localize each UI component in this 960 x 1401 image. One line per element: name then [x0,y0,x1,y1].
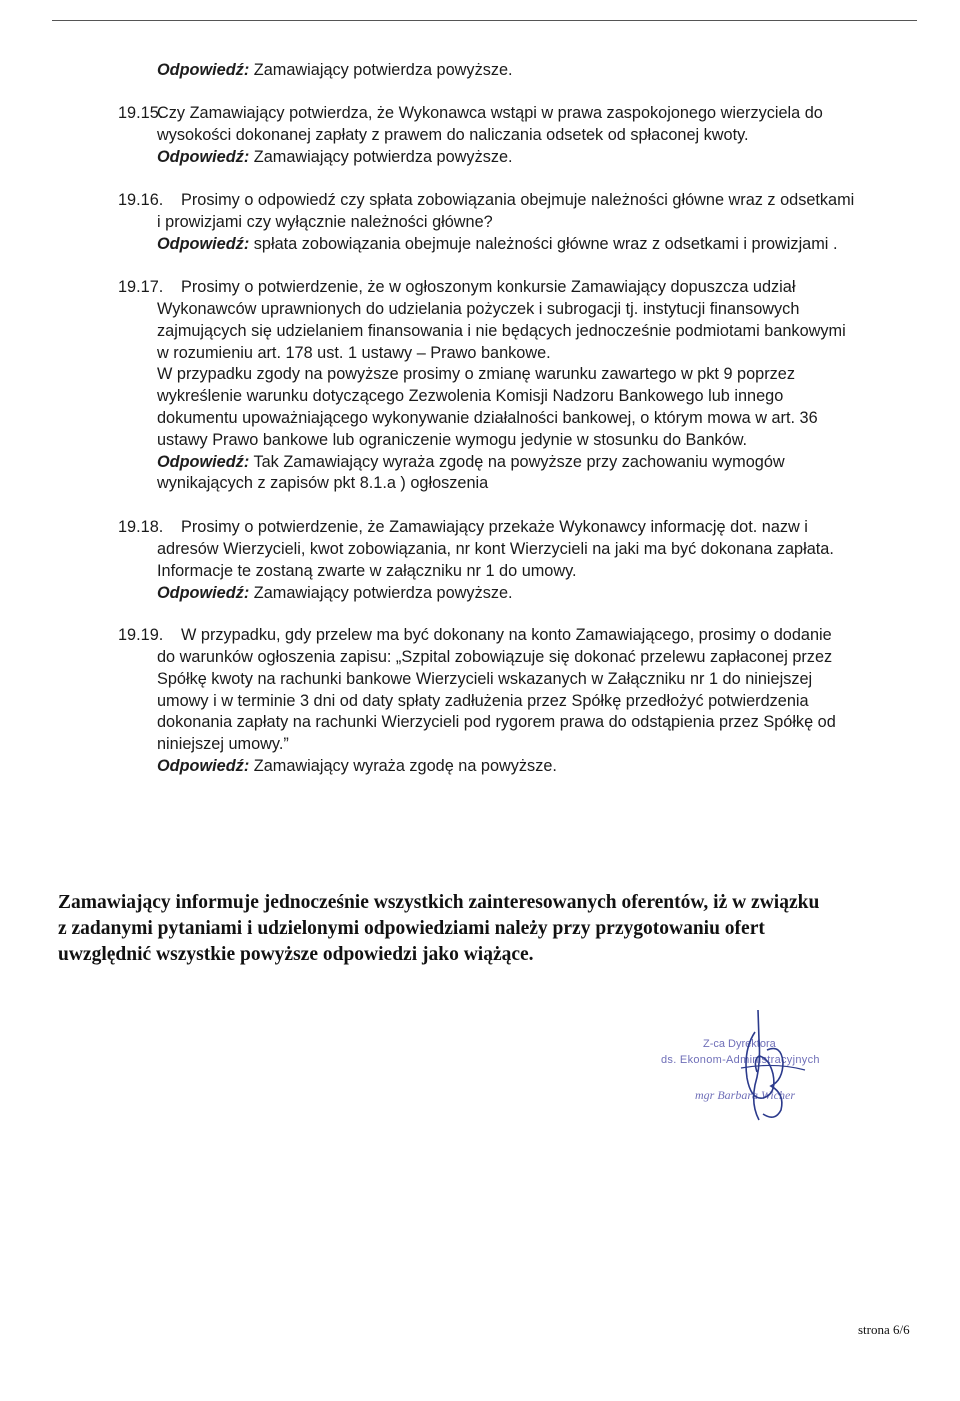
question-number: 19.17. [118,278,164,296]
answer-label: Odpowiedź: [157,452,250,471]
answer-text: Zamawiający potwierdza powyższe. [249,147,513,166]
stamp-line-1: Z-ca Dyrektora [703,1038,776,1050]
answer-label: Odpowiedź: [157,756,250,775]
answer-label: Odpowiedź [157,234,244,253]
answer-label: Odpowiedź: [157,583,250,602]
answer-label: Odpowiedź [157,61,244,79]
question-text: Czy Zamawiający potwierdza, że Wykonawca wstąpi w prawa zaspokojonego wierzyciela do wysokości dokonanej zapłaty z prawem do naliczania odsetek od spłaconej kwoty. Odpowiedź: Zamawiający potwierdza powyższe. [157,103,917,168]
signature-stamp [655,1030,865,1120]
question-text: Prosimy o potwierdzenie, że Zamawiający przekaże Wykonawcy informację dot. nazw i [181,518,808,536]
answer [157,583,917,605]
answer [157,756,917,778]
question-text: W przypadku, gdy przelew ma być dokonany na konto Zamawiającego, prosimy o dodanie [181,626,832,644]
answer-text: Zamawiający potwierdza powyższe. [249,61,513,79]
answer-text: Zamawiający wyraża zgodę na powyższe. [249,756,557,775]
question-text: Prosimy o potwierdzenie, że w ogłoszonym konkursie Zamawiający dopuszcza udział [181,278,796,296]
question-number: 19.19. [118,626,164,644]
question-number: 19.16. [118,191,164,209]
stamp-line-3: mgr Barbara Wicher [695,1088,795,1102]
question-number: 19.15. [118,104,164,122]
answer-label: Odpowiedź: [157,147,250,166]
answer-text: Zamawiający potwierdza powyższe. [249,583,513,602]
page-number: strona 6/6 [858,1322,910,1337]
answer-text: Tak Zamawiający wyraża zgodę na powyższe przy zachowaniu wymogów [249,452,785,471]
question-number: 19.18. [118,518,164,536]
answer [157,147,917,169]
info-paragraph: Zamawiający informuje jednocześnie wszystkich zainteresowanych oferentów, iż w związku z zadanymi pytaniami i udzielonymi odpowiedziami należy przy przygotowaniu ofert uwzględnić wszystkie powyższe odpowiedzi jako wiążące. [58,892,820,965]
answer: Odpowiedź: spłata zobowiązania obejmuje należności główne wraz z odsetkami i prowizjami . [157,234,838,253]
answer [157,452,917,474]
top-rule [52,20,917,21]
stamp-line-2: ds. Ekonom-Administracyjnych [661,1054,820,1066]
signature-icon [655,1010,865,1130]
answer-text: spłata zobowiązania obejmuje należności główne wraz z odsetkami i prowizjami . [249,234,838,253]
question-text: Prosimy o odpowiedź czy spłata zobowiązania obejmuje należności główne wraz z odsetkami [181,191,855,209]
